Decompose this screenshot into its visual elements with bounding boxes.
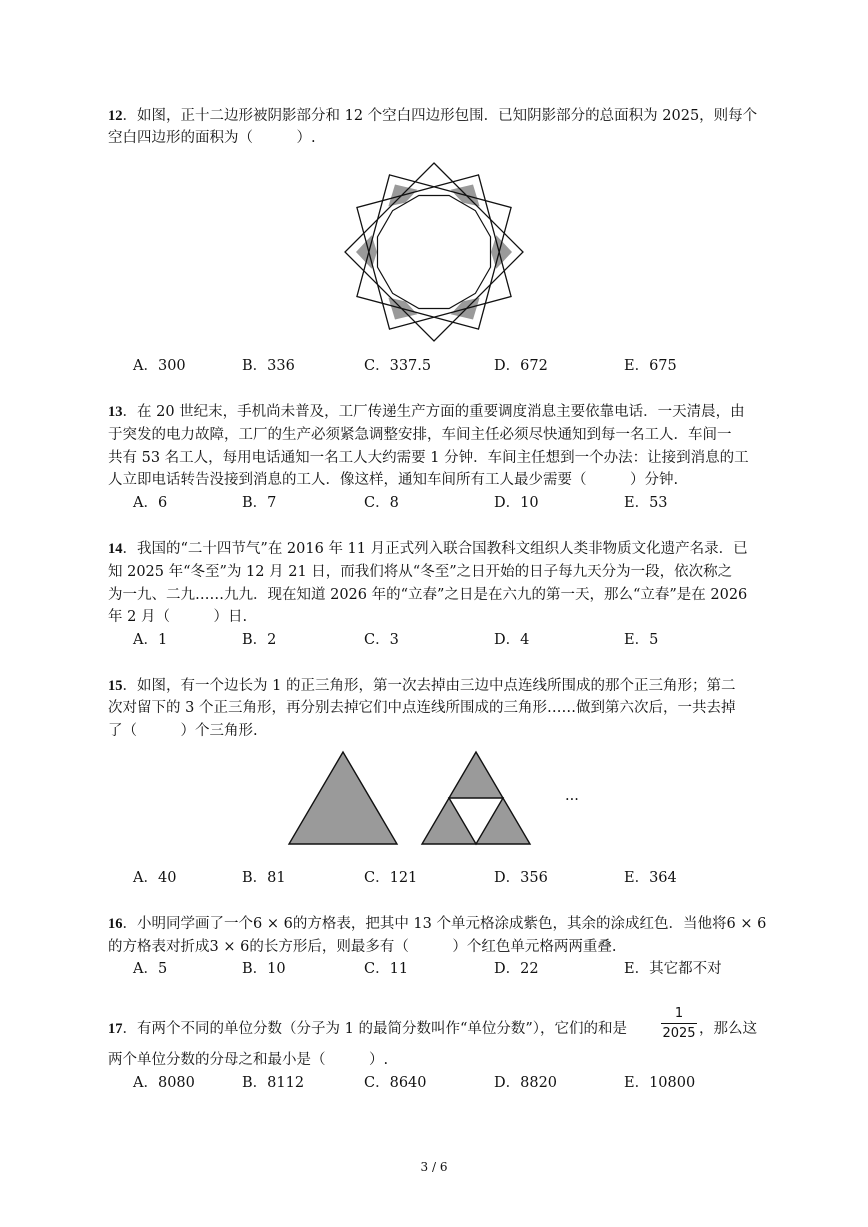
- q15-option-b: B．81: [242, 870, 286, 886]
- inner-dodecagon: [377, 195, 490, 308]
- q14-option-d: D．4: [494, 632, 530, 648]
- q17-text-1: ．有两个不同的单位分数（分子为 1 的最简分数叫作“单位分数”），它们的和是: [122, 1021, 628, 1037]
- q16-text-2: 的方格表对折成3 × 6的长方形后，则最多有（ ）个红色单元格两两重叠.: [108, 939, 617, 955]
- q13-text-3: 共有 53 名工人，每用电话通知一名工人大约需要 1 分钟．车间主任想到一个办法：让接到消息的工: [108, 450, 749, 466]
- q16-option-a: A．5: [133, 961, 168, 977]
- q13-line-1: [108, 402, 745, 422]
- q12-text-2: 空白四边形的面积为（ ）.: [108, 130, 316, 146]
- q17-number: 17: [108, 1021, 123, 1037]
- q16-number: 16: [108, 916, 123, 932]
- full-triangle-figure: [287, 750, 399, 846]
- q13-option-c: C．8: [364, 495, 399, 511]
- q13-option-a: A．6: [133, 495, 168, 511]
- shaded-region: [356, 235, 377, 268]
- q14-option-e: E．5: [624, 632, 659, 648]
- q16-line-2: [108, 937, 616, 957]
- q12-line-1: [108, 106, 757, 126]
- page-number: 3 / 6: [420, 1160, 448, 1174]
- q13-line-4: [108, 470, 678, 490]
- q14-option-c: C．3: [364, 632, 399, 648]
- q14-option-a: A．1: [133, 632, 168, 648]
- q15-option-c: C．121: [364, 870, 418, 886]
- shaded-region: [491, 235, 512, 268]
- q13-option-e: E．53: [624, 495, 668, 511]
- q12-number: 12: [108, 108, 123, 124]
- q16-option-e: E．其它都不对: [624, 961, 722, 977]
- q17-text-2: 两个单位分数的分母之和最小是（ ）.: [108, 1052, 389, 1068]
- q14-text-4: 年 2 月（ ）日.: [108, 609, 248, 625]
- white-quadrilateral: [417, 309, 450, 330]
- q13-option-b: B．7: [242, 495, 277, 511]
- q17-option-c: C．8640: [364, 1075, 427, 1091]
- fraction-denominator: 2025: [662, 1026, 696, 1041]
- q15-line-1: [108, 676, 735, 696]
- q12-text-1: ．如图，正十二边形被阴影部分和 12 个空白四边形包围．已知阴影部分的总面积为 2025，则每个: [122, 108, 758, 124]
- q12-option-d: D．672: [494, 358, 548, 374]
- q16-option-c: C．11: [364, 961, 409, 977]
- q14-line-3: [108, 585, 747, 605]
- q15-line-3: [108, 721, 258, 741]
- q16-option-b: B．10: [242, 961, 286, 977]
- q13-text-4: 人立即电话转告没接到消息的工人．像这样，通知车间所有工人最少需要（ ）分钟.: [108, 472, 679, 488]
- q15-text-3: 了（ ）个三角形.: [108, 723, 258, 739]
- q14-number: 14: [108, 541, 123, 557]
- q17-option-b: B．8112: [242, 1075, 305, 1091]
- q17-fraction: [661, 1006, 697, 1041]
- q17-line-2: [108, 1050, 388, 1070]
- fraction-bar: [661, 1023, 697, 1024]
- q14-text-3: 为一九、二九……九九．现在知道 2026 年的“立春”之日是在六九的第一天，那么“立春”是在 2026: [108, 587, 748, 603]
- q15-option-e: E．364: [624, 870, 677, 886]
- q15-option-d: D．356: [494, 870, 548, 886]
- q17-option-a: A．8080: [133, 1075, 195, 1091]
- q13-line-3: [108, 448, 749, 468]
- q14-text-2: 知 2025 年“冬至”为 12 月 21 日，而我们将从“冬至”之日开始的日子每九天分为一段，依次称之: [108, 564, 733, 580]
- white-quadrilateral: [417, 174, 450, 195]
- q16-text-1: ．小明同学画了一个6 × 6的方格表，把其中 13 个单元格涂成紫色，其余的涂成红色．当他将6 × 6: [122, 916, 767, 932]
- sierpinski-triangle-figure: [420, 750, 532, 846]
- q17-line-1: [108, 1019, 627, 1039]
- q16-line-1: [108, 914, 766, 934]
- q17-option-d: D．8820: [494, 1075, 558, 1091]
- q14-text-1: ．我国的“二十四节气”在 2016 年 11 月正式列入联合国教科文组织人类非物质文化遗产名录．已: [122, 541, 748, 557]
- q15-text-1: ．如图，有一个边长为 1 的正三角形，第一次去掉由三边中点连线所围成的那个正三角形；第二: [122, 678, 736, 694]
- star-dodecagon-figure: [339, 157, 529, 347]
- q13-text-1: ．在 20 世纪末，手机尚未普及，工厂传递生产方面的重要调度消息主要依靠电话．一天清晨，由: [122, 404, 745, 420]
- q13-text-2: 于突发的电力故障，工厂的生产必须紧急调整安排，车间主任必须尽快通知到每一名工人．车间一: [108, 427, 732, 443]
- q14-line-1: [108, 539, 748, 559]
- q14-line-4: [108, 607, 247, 627]
- q16-option-d: D．22: [494, 961, 539, 977]
- q12-line-2: [108, 128, 316, 148]
- gray-triangle: [289, 752, 397, 844]
- q12-option-c: C．337.5: [364, 358, 432, 374]
- q14-line-2: [108, 562, 732, 582]
- q15-number: 15: [108, 678, 123, 694]
- q12-option-a: A．300: [133, 358, 186, 374]
- q15-ellipsis: ...: [565, 788, 579, 804]
- fraction-numerator: 1: [674, 1006, 684, 1021]
- q12-option-e: E．675: [624, 358, 677, 374]
- q17-line-1-tail: ，那么这: [699, 1021, 757, 1037]
- q12-option-b: B．336: [242, 358, 295, 374]
- q13-number: 13: [108, 404, 123, 420]
- q15-line-2: [108, 698, 735, 718]
- q15-text-2: 次对留下的 3 个正三角形，再分别去掉它们中点连线所围成的三角形……做到第六次后，一共去掉: [108, 700, 736, 716]
- q17-option-e: E．10800: [624, 1075, 696, 1091]
- q14-option-b: B．2: [242, 632, 277, 648]
- q13-line-2: [108, 425, 732, 445]
- q15-option-a: A．40: [133, 870, 177, 886]
- q13-option-d: D．10: [494, 495, 539, 511]
